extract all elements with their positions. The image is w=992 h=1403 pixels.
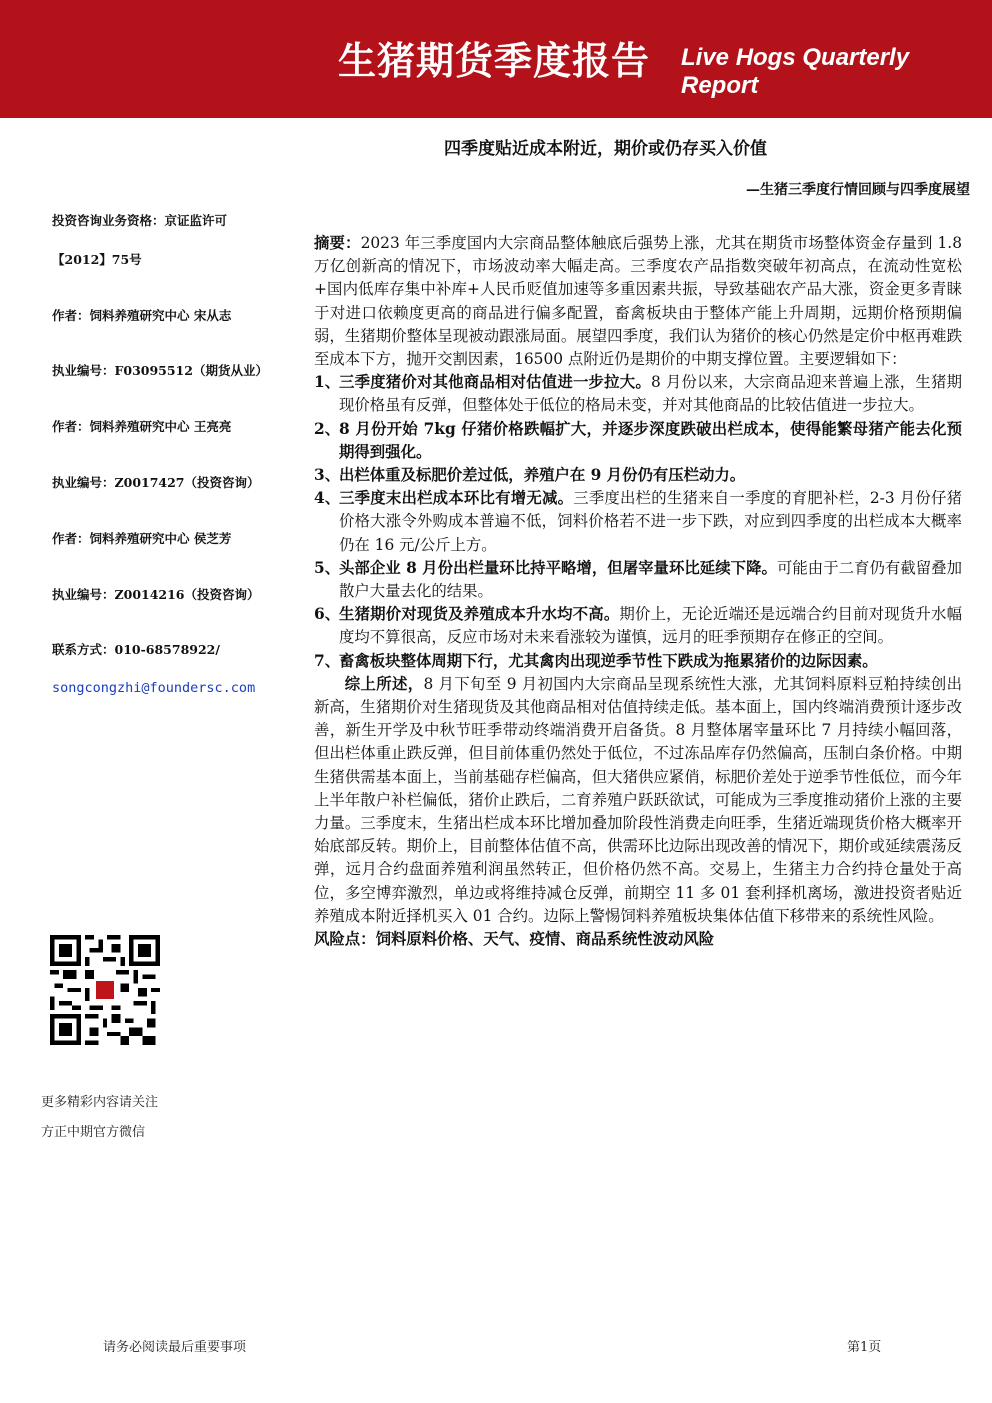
key-point-number: 2、 [314,419,341,438]
risk-statement: 风险点：饲料原料价格、天气、疫情、商品系统性波动风险 [314,930,715,949]
footer-page-number: 第1页 [847,1340,882,1355]
key-point-number: 1、 [314,373,341,392]
license-3: 执业编号：Z0014216（投资咨询） [52,587,260,602]
key-point-detail: 三季度出栏的生猪来自一季度的育肥补栏，2-3 月份仔猪价格大涨令外购成本普遍不低，饲料价格若不进一步下跌，对应到四季度的出栏成本大概率仍在 16 元/公斤上方。 [339,489,962,554]
key-point-detail: 可能由于二育仍有截留叠加散户大量去化的结果。 [339,558,962,601]
abstract-text: 2023 年三季度国内大宗商品整体触底后强势上涨，尤其在期货市场整体资金存量到 1.8 万亿创新高的情况下，市场波动率大幅走高。三季度农产品指数突破年初高点，在流动性宽松+国内低库存集中补库+人民币贬值加速等多重因素共振，导致基础农产品大涨，资金更多青睐于对进口依赖度更高的商品进行偏多配置，畜禽板块由于整体产能上升周期，远期价格预期偏弱，生猪期价整体呈现被动跟涨局面。展望四季度，我们认为猪价的核心仍然是定价中枢再难跌至成本下方，抛开交割因素，16500 点附近仍是期价的中期支撑位置。主要逻辑如下： [314,234,962,369]
key-point-detail: 8 月份以来，大宗商品迎来普遍上涨，生猪期现价格虽有反弹，但整体处于低位的格局未变，并对其他商品的比较估值进一步拉大。 [339,373,962,415]
key-point-headline: 头部企业 8 月份出栏量环比持平略增，但屠宰量环比延续下降。 [339,558,777,577]
key-point-6 [314,603,962,649]
summary-paragraph [314,673,962,928]
contact-email-link[interactable]: songcongzhi@foundersc.com [52,680,256,696]
report-title-en: Live Hogs Quarterly Report [681,44,910,99]
document-title: 四季度贴近成本附近，期价或仍存买入价值 [444,139,767,159]
key-point-4 [314,487,962,557]
document-subtitle: —生猪三季度行情回顾与四季度展望 [746,182,970,198]
report-body [314,232,962,951]
qr-caption-line-2: 方正中期官方微信 [41,1125,146,1140]
author-2: 作者：饲料养殖研究中心 王亮亮 [52,419,232,434]
key-point-detail: 期价上，无论近端还是远端合约目前对现货升水幅度均不算很高，反应市场对未来看涨较为谨慎，远月的旺季预期存在修正的空间。 [339,605,962,647]
contact-phone: 联系方式：010-68578922/ [52,642,220,657]
key-point-headline: 生猪期价对现货及养殖成本升水均不高。 [339,605,620,624]
license-2: 执业编号：Z0017427（投资咨询） [52,475,260,490]
abstract-paragraph [314,232,962,371]
summary-label: 综上所述， [344,674,424,693]
key-point-1 [314,371,962,417]
qr-caption-line-1: 更多精彩内容请关注 [41,1095,159,1110]
key-point-headline: 畜禽板块整体周期下行，尤其禽肉出现逆季节性下跌成为拖累猪价的边际因素。 [339,651,878,670]
key-point-number: 4、 [314,489,341,508]
qualification-line-1: 投资咨询业务资格：京证监许可 [52,213,228,228]
key-point-headline: 8 月份开始 7kg 仔猪价格跌幅扩大，并逐步深度跌破出栏成本，使得能繁母猪产能去化预期得到强化。 [339,419,962,461]
key-point-headline: 三季度末出栏成本环比有增无减。 [339,489,574,508]
key-point-number: 6、 [314,605,341,624]
author-1: 作者：饲料养殖研究中心 宋从志 [52,308,232,323]
qualification-line-2: 【2012】75号 [52,252,142,267]
report-title-cn: 生猪期货季度报告 [338,39,651,83]
key-point-number: 3、 [314,466,341,485]
key-point-5 [314,557,962,603]
key-point-number: 7、 [314,651,341,670]
report-header-banner [0,0,992,118]
footer-disclaimer-note: 请务必阅读最后重要事项 [103,1340,247,1355]
key-point-number: 5、 [314,558,341,577]
summary-text: 8 月下旬至 9 月初国内大宗商品呈现系统性大涨，尤其饲料原料豆粕持续创出新高，生猪期价对生猪现货及其他商品相对估值持续走低。基本面上，国内终端消费预计逐步改善，新生开学及中秋节旺季带动终端消费开启备货。8 月整体屠宰量环比 7 月持续小幅回落，但出栏体重止跌反弹，但目前体重仍然处于低位，不过冻品库存仍然偏高，压制白条价格。中期生猪供需基本面上，当前基础存栏偏高，但大猪供应紧俏，标肥价差处于逆季节性低位，而今年上半年散户补栏偏低，猪价止跌后，二育养殖户跃跃欲试，可能成为三季度推动猪价上涨的主要力量。三季度末，生猪出栏成本环比增加叠加阶段性消费走向旺季，生猪近端现货价格大概率开始底部反转。期价上，目前整体估值不高，供需环比边际出现改善的情况下，期价或延续震荡反弹，远月合约盘面养殖利润虽然转正，但价格仍然不高。交易上，生猪主力合约持仓量处于高位，多空博弈激烈，单边或将维持减仓反弹，前期空 11 多 01 套利择机离场，激进投资者贴近养殖成本附近择机买入 01 合约。边际上警惕饲料养殖板块集体估值下移带来的系统性风险。 [314,674,962,925]
wechat-qr-code-image [50,935,160,1045]
key-point-2 [314,418,962,464]
key-point-7 [314,650,962,673]
license-1: 执业编号：F03095512（期货从业） [52,363,268,378]
author-3: 作者：饲料养殖研究中心 侯芝芳 [52,531,232,546]
key-point-headline: 三季度猪价对其他商品相对估值进一步拉大。 [339,373,651,392]
key-point-headline: 出栏体重及标肥价差过低，养殖户在 9 月份仍有压栏动力。 [339,466,746,485]
abstract-label: 摘要： [314,234,361,252]
key-point-3 [314,464,962,487]
